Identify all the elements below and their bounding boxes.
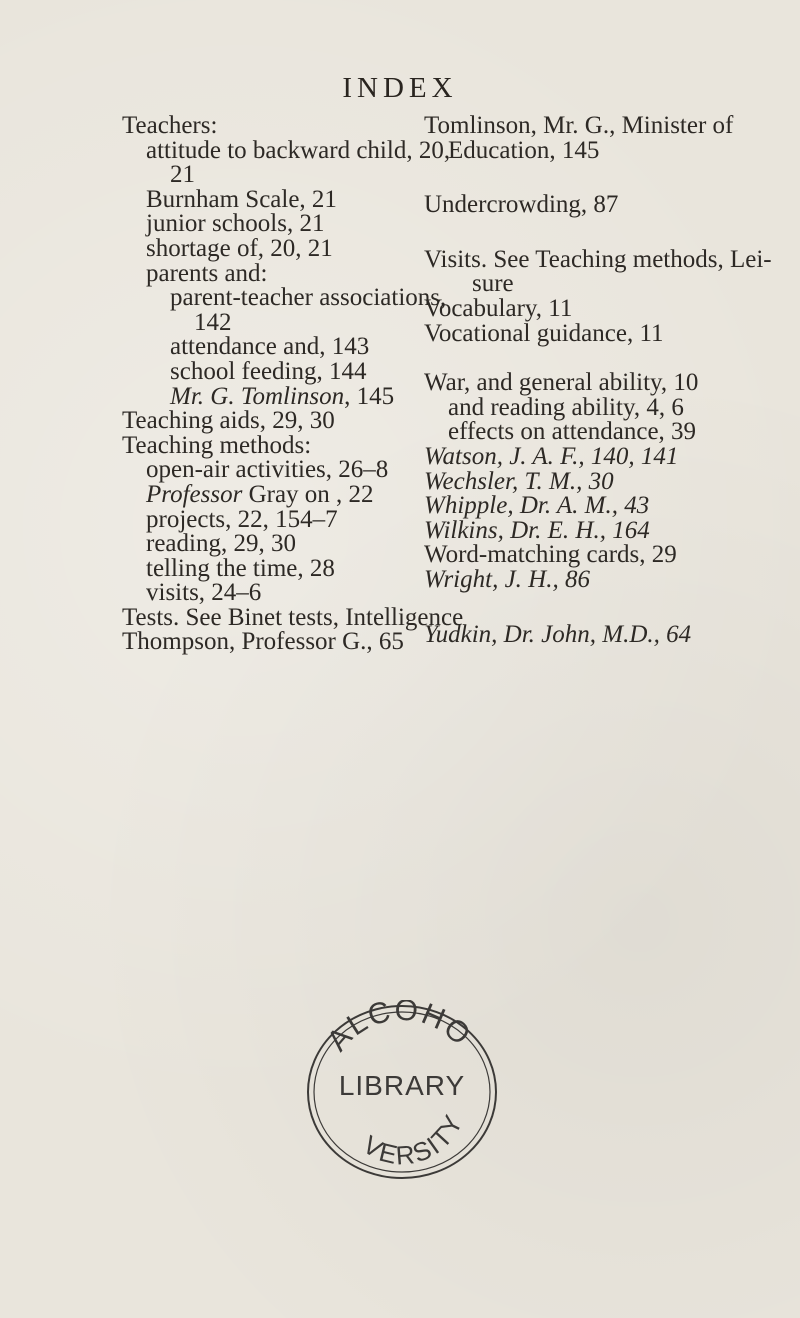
index-entry: War, and general ability, 10 [424,369,699,397]
page-ref: Gray on , 22 [242,480,374,508]
index-subentry: open-air activities, 26–8 [146,456,389,484]
index-subsubentry [122,382,452,410]
index-continuation: sure [472,270,514,298]
index-entry: Wechsler, T. M., 30 [424,467,614,495]
index-entry: Watson, J. A. F., 140, 141 [424,442,679,470]
index-subentry: projects, 22, 154–7 [146,505,338,533]
index-entry: Teaching aids, 29, 30 [122,407,335,435]
index-subentry: reading, 29, 30 [146,530,296,558]
index-subentry: visits, 24–6 [146,579,262,607]
svg-text:ALCOHO: ALCOHO [320,1000,478,1058]
index-entry: Wilkins, Dr. E. H., 164 [424,516,650,544]
index-subsubentry: school feeding, 144 [170,357,367,385]
index-entry: Wright, J. H., 86 [424,565,590,593]
index-subentry: and reading ability, 4, 6 [448,393,684,421]
index-entry: Teachers: [122,112,218,139]
letter-gap [424,163,784,193]
index-subentry: attitude to backward child, 20, [146,136,451,164]
index-subsubentry: attendance and, 143 [170,333,370,361]
index-entry: Tomlinson, Mr. G., Minister of [424,112,734,139]
index-subentry: effects on attendance, 39 [448,418,697,446]
right-column [424,114,784,647]
page-ref: , 145 [344,382,395,410]
letter-gap [424,346,784,371]
index-entry: Visits. See Teaching methods, Lei- [424,245,772,273]
index-subentry: junior schools, 21 [146,210,325,238]
index-subentry [122,480,452,508]
index-entry: Tests. See Binet tests, Intelligence [122,603,464,631]
index-subentry: Burnham Scale, 21 [146,185,337,213]
index-subentry: shortage of, 20, 21 [146,234,333,262]
index-entry: Teaching methods: [122,431,312,459]
index-subentry: telling the time, 28 [146,554,335,582]
svg-text:VERSITY: VERSITY [357,1108,470,1171]
index-subentry: Education, 145 [448,136,600,164]
index-entry: Whipple, Dr. A. M., 43 [424,492,650,520]
library-stamp [302,1000,502,1185]
index-subsubentry: parent-teacher associations, [170,284,447,312]
index-entry: Word-matching cards, 29 [424,541,677,569]
index-entry: Undercrowding, 87 [424,191,619,219]
left-column [122,112,464,656]
index-continuation: 142 [194,308,232,336]
page-title: INDEX [342,72,458,104]
index-entry: Vocabulary, 11 [424,294,573,322]
index-continuation: 21 [170,161,195,189]
index-entry: Vocational guidance, 11 [424,319,664,347]
italic-name: Mr. G. Tomlinson [170,382,345,410]
letter-gap [424,593,784,623]
letter-gap [424,218,784,248]
stamp-label: LIBRARY [338,1070,466,1101]
index-entry: Yudkin, Dr. John, M.D., 64 [424,620,692,648]
italic-name: Professor [146,480,243,508]
index-subentry: parents and: [146,259,268,287]
index-entry: Thompson, Professor G., 65 [122,628,404,656]
